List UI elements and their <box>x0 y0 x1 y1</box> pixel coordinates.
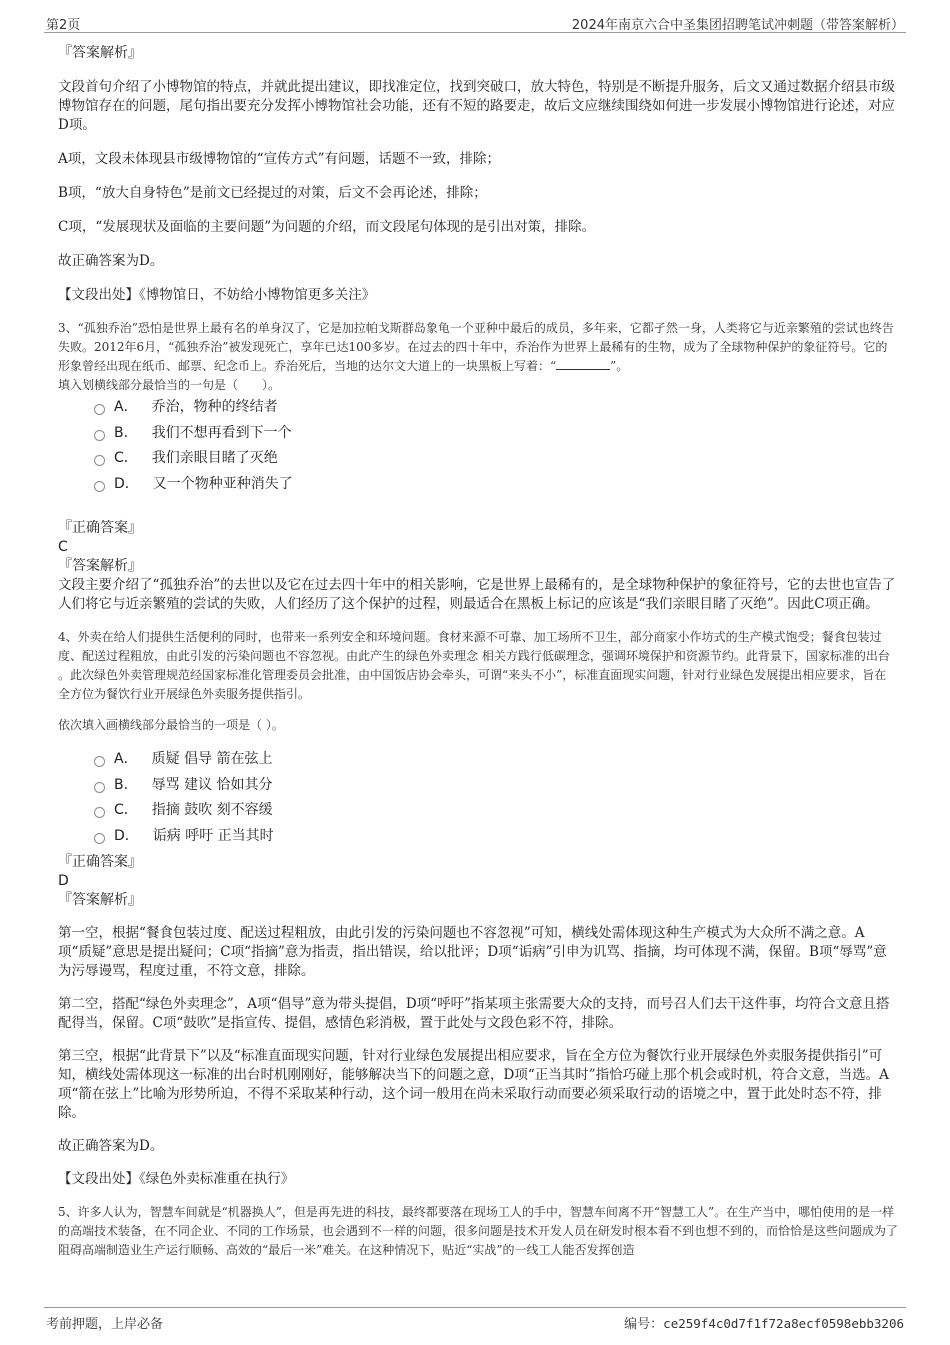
option-text: 指摘 鼓吹 刻不容缓 <box>151 802 273 818</box>
q3-stem-part1: 3、“孤独乔治”恐怕是世界上最有名的单身汉了，它是加拉帕戈斯群岛象龟一个亚种中最后的成员，多年来，它都孑然一身，人类将它与近亲繁殖的尝试也终告失败。2012年6月，“孤独乔治”被发现死亡，享年已达100多岁。在过去的四十年中，乔治作为世界上最稀有的生物，成为了全球物种保护的象征符号。它的形象曾经出现在纸币、邮票、纪念币上。乔治死后，当地的达尔文大道上的一块黑板上写着：“ <box>58 321 894 373</box>
page-footer <box>44 1307 906 1330</box>
q2-analysis-label: 『答案解析』 <box>58 45 142 61</box>
radio-button-icon[interactable] <box>94 807 105 818</box>
q3-correct-label: 『正确答案』 <box>58 520 142 536</box>
q4-option-b[interactable] <box>58 773 898 799</box>
radio-button-icon[interactable] <box>94 404 105 415</box>
option-letter: C． <box>114 802 138 818</box>
option-letter: A． <box>114 399 138 415</box>
option-letter: B． <box>114 424 138 441</box>
option-text: 辱骂 建议 恰如其分 <box>151 776 273 793</box>
q4-analysis-p2: 第二空，搭配“绿色外卖理念”，A项“倡导”意为带头提倡，D项“呼吁”指某项主张需要大众的支持，而号召人们去干这件事，均符合文意且搭配得当，保留。C项“鼓吹”是指宣传、提倡，感情色彩消极，置于此处与文段色彩不符，排除。 <box>58 996 890 1031</box>
radio-button-icon[interactable] <box>94 430 105 441</box>
page-header <box>44 10 906 33</box>
document-code <box>624 1313 904 1332</box>
code-value: ce259f4c0d7f1f72a8ecf0598ebb3206 <box>663 1316 904 1331</box>
radio-button-icon[interactable] <box>94 481 105 492</box>
option-text: 我们不想再看到下一个 <box>151 424 292 441</box>
q3-analysis: 文段主要介绍了“孤独乔治”的去世以及它在过去四十年中的相关影响，它是世界上最稀有的，是全球物种保护的象征符号，它的去世也宣告了人们将它与近亲繁殖的尝试的失败，人们经历了这个保护的过程，则最适合在黑板上标记的应该是“我们亲眼目睹了灭绝”。因此C项正确。 <box>58 577 896 612</box>
q2-analysis-p2: A项，文段未体现县市级博物馆的“宣传方式”有问题，话题不一致，排除； <box>58 151 501 167</box>
q4-correct-label: 『正确答案』 <box>58 854 142 870</box>
option-text: 乔治，物种的终结者 <box>151 399 278 415</box>
q3-options <box>58 395 898 497</box>
q4-options <box>58 747 898 849</box>
q3-option-c[interactable] <box>58 446 898 472</box>
q3-option-a[interactable] <box>58 395 898 421</box>
radio-button-icon[interactable] <box>94 455 105 466</box>
option-text: 我们亲眼目睹了灭绝 <box>151 450 278 466</box>
q4-correct-answer: D <box>58 873 69 889</box>
page-content <box>58 44 898 1260</box>
radio-button-icon[interactable] <box>94 756 105 767</box>
q2-analysis-conclusion: 故正确答案为D。 <box>58 253 164 269</box>
q3-prompt: 填入划横线部分最恰当的一句是（ ）。 <box>58 378 281 392</box>
option-text: 质疑 倡导 箭在弦上 <box>151 751 273 767</box>
q2-analysis-p1: 文段首句介绍了小博物馆的特点，并就此提出建议，即找准定位，找到突破口，放大特色，特别是不断提升服务，后文又通过数据介绍县市级博物馆存在的问题，尾句指出要充分发挥小博物馆社会功能，还有不短的路要走，故后文应继续围绕如何进一步发展小博物馆进行论述，对应D项。 <box>58 79 895 133</box>
option-text: 又一个物种亚种消失了 <box>152 475 293 492</box>
q2-analysis-p3: B项，“放大自身特色”是前文已经提过的对策，后文不会再论述，排除； <box>58 185 487 201</box>
q4-prompt: 依次填入画横线部分最恰当的一项是（ ）。 <box>58 718 284 732</box>
q2-analysis-p4: C项，“发展现状及面临的主要问题”为问题的介绍，而文段尾句体现的是引出对策，排除。 <box>58 219 596 235</box>
option-letter: A． <box>114 751 138 767</box>
radio-button-icon[interactable] <box>94 833 105 844</box>
q4-option-d[interactable] <box>58 824 898 850</box>
q4-analysis-label: 『答案解析』 <box>58 892 142 908</box>
q3-stem <box>58 319 898 376</box>
q3-option-b[interactable] <box>58 421 898 447</box>
q3-option-d[interactable] <box>58 472 898 498</box>
option-letter: B． <box>114 776 138 793</box>
q5-stem: 5、许多人认为，智慧车间就是“机器换人”，但是再先进的科技，最终都要落在现场工人的手中，智慧车间离不开“智慧工人”。在生产当中，哪怕使用的是一样的高端技术装备，在不同企业、不同的工作场景，也会遇到不一样的问题，很多问题是技术开发人员在研发时根本看不到也想不到的，而恰恰是这些问题成为了阻碍高端制造业生产运行顺畅、高效的“最后一米”难关。在这种情况下，贴近“实战”的一线工人能否发挥创造 <box>58 1205 899 1257</box>
q4-analysis-p1: 第一空，根据“餐食包装过度、配送过程粗放，由此引发的污染问题也不容忽视”可知，横线处需体现这种生产模式为大众所不满之意。A项“质疑”意思是提出疑问；C项“指摘”意为指责，指出错误，给以批评；D项“诟病”引申为讥骂、指摘，均可体现不满，保留。B项“辱骂”意为污辱谩骂，程度过重，不符文意，排除。 <box>58 925 887 979</box>
page-number: 第2页 <box>46 18 81 33</box>
footer-slogan: 考前押题，上岸必备 <box>46 1317 164 1332</box>
document-title: 2024年南京六合中圣集团招聘笔试冲刺题（带答案解析） <box>571 18 904 33</box>
q4-option-c[interactable] <box>58 798 898 824</box>
radio-button-icon[interactable] <box>94 782 105 793</box>
q3-stem-part2: ”。 <box>610 359 629 373</box>
q4-stem: 4、外卖在给人们提供生活便利的同时，也带来一系列安全和环境问题。食材来源不可靠、加工场所不卫生，部分商家小作坊式的生产模式饱受；餐食包装过度、配送过程粗放，由此引发的污染问题也不容忽视。由此产生的绿色外卖理念 相关方践行低碳理念，强调环境保护和资源节约。此背景下，国家标准的出台 。此次绿色外卖管理规范经国家标准化管理委员会批准，由中国饭店协会牵头，可谓“来头不小”，标准直面现实问题，针对行业绿色发展提出相应要求，旨在全方位为餐饮行业开展绿色外卖服务提供指引。 <box>58 630 890 701</box>
q4-source: 【文段出处】《绿色外卖标准重在执行》 <box>58 1171 295 1187</box>
option-letter: D． <box>114 827 139 844</box>
option-letter: C． <box>114 450 138 466</box>
q4-analysis-p3: 第三空，根据“此背景下”以及“标准直面现实问题，针对行业绿色发展提出相应要求，旨在全方位为餐饮行业开展绿色外卖服务提供指引”可知，横线处需体现这一标准的出台时机刚刚好，能够解决当下的问题之意，D项“正当其时”指恰巧碰上那个机会或时机，符合文意，当选。A项“箭在弦上”比喻为形势所迫，不得不采取某种行动，这个词一般用在尚未采取行动而要必须采取行动的语境之中，置于此处时态不符，排除。 <box>58 1048 889 1121</box>
code-label: 编号： <box>624 1317 664 1332</box>
q2-source: 【文段出处】《博物馆日，不妨给小博物馆更多关注》 <box>58 287 376 303</box>
q4-option-a[interactable] <box>58 747 898 773</box>
q3-correct-answer: C <box>58 539 68 555</box>
q3-analysis-label: 『答案解析』 <box>58 558 142 574</box>
option-letter: D． <box>114 475 139 492</box>
option-text: 诟病 呼吁 正当其时 <box>152 827 274 844</box>
answer-blank <box>556 357 610 370</box>
q4-analysis-conclusion: 故正确答案为D。 <box>58 1138 164 1154</box>
